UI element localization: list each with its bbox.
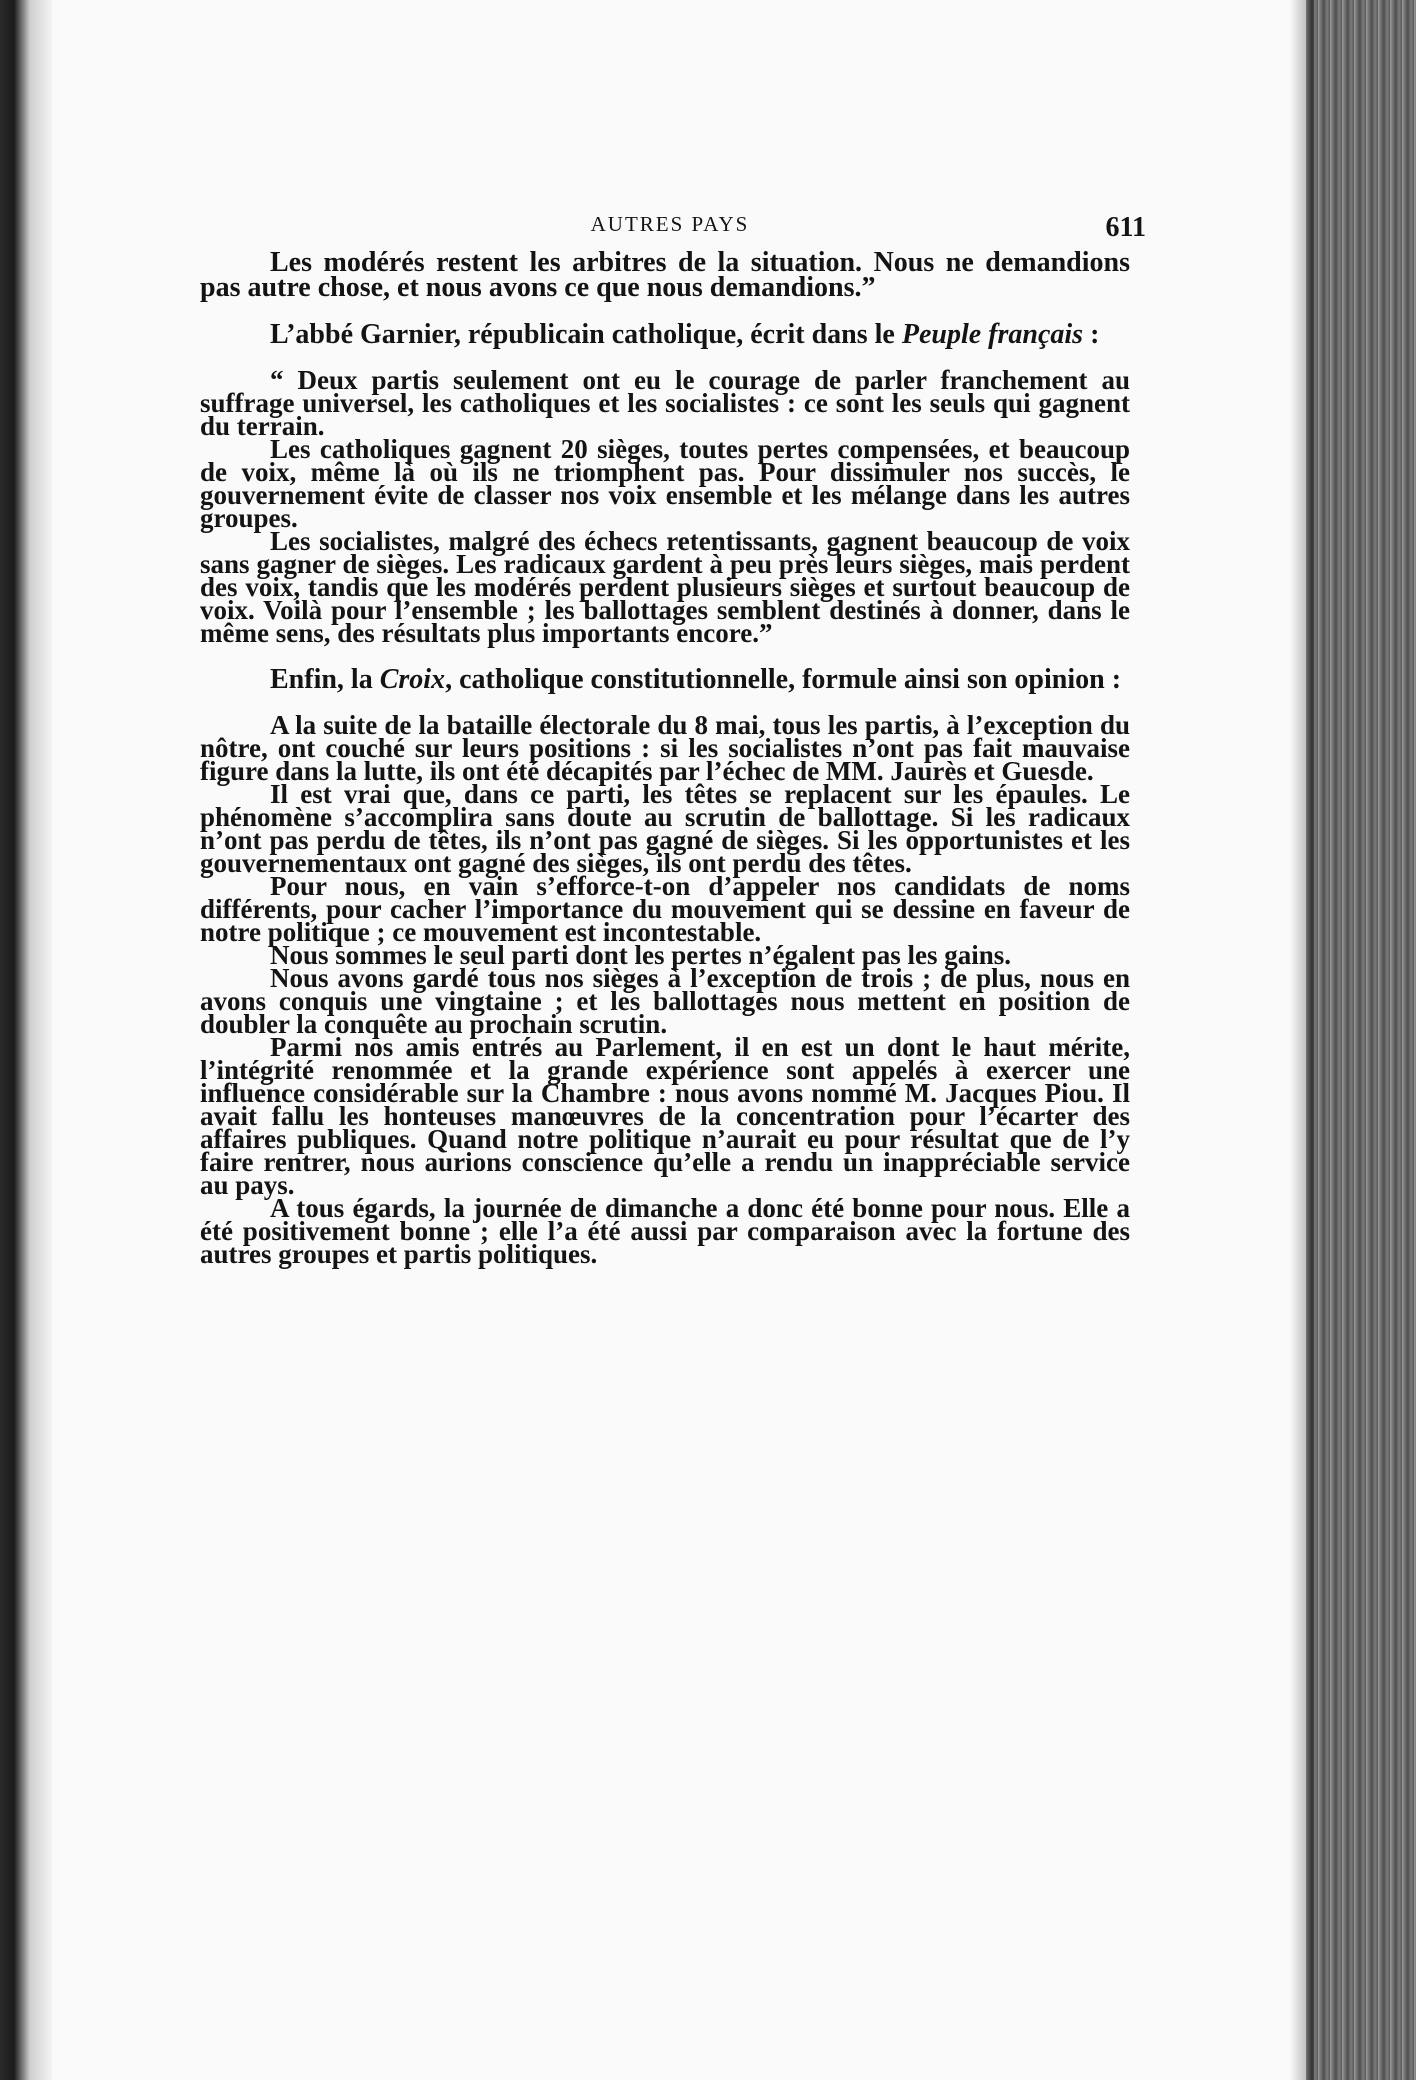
- quote-paragraph: A la suite de la bataille électorale du 8 mai, tous les partis, à l’exception du nôtre, ont couché sur leurs positions : si les socialistes n’ont pas fait mauvaise figure dans la lutte, ils ont été décapités par l’échec de MM. Jaurès et Guesde.: [200, 710, 1130, 786]
- running-head: [200, 208, 1146, 252]
- quote-paragraph: Pour nous, en vain s’efforce-t-on d’appeler nos candidats de noms différents, pour cacher l’importance du mouvement qui se dessine en faveur de notre politique ; ce mouvement est incontestable.: [200, 871, 1130, 947]
- book-page-edges: [1306, 0, 1416, 2080]
- paragraph-text: L’abbé Garnier, républicain catholique, écrit dans le: [270, 319, 902, 350]
- paragraph-text: :: [1083, 319, 1100, 350]
- quote-paragraph: Nous avons gardé tous nos sièges à l’exception de trois ; de plus, nous en avons conquis une vingtaine ; et les ballottages nous mettent en position de doubler la conquête au prochain scrutin.: [200, 963, 1130, 1039]
- page-gutter-shadow: [1290, 0, 1314, 2080]
- paragraph: Les modérés restent les arbitres de la situation. Nous ne demandions pas autre chose, et nous avons ce que nous demandions.”: [200, 247, 1130, 303]
- paragraph-citation-garnier: [200, 319, 1130, 350]
- paragraph-citation-croix: [200, 664, 1130, 695]
- quote-paragraph: A tous égards, la journée de dimanche a donc été bonne pour nous. Elle a été positivement bonne ; elle l’a été aussi par comparaison avec la fortune des autres groupes et partis politiques.: [200, 1193, 1130, 1269]
- paragraph-text: Enfin, la: [270, 664, 380, 695]
- page-number: 611: [1105, 212, 1146, 243]
- quote-paragraph: Les socialistes, malgré des échecs retentissants, gagnent beaucoup de voix sans gagner de sièges. Les radicaux gardent à peu près leurs sièges, mais perdent des voix, tandis que les modérés perdent plusieurs sièges et surtout beaucoup de voix. Voilà pour l’ensemble ; les ballottages semblent destinés à donner, dans le même sens, des résultats plus importants encore.”: [200, 526, 1130, 648]
- publication-title: Peuple français: [901, 319, 1084, 350]
- running-title: AUTRES PAYS: [590, 212, 750, 236]
- paragraph-text: , catholique constitutionnelle, formule ainsi son opinion :: [445, 664, 1122, 695]
- quote-paragraph: Il est vrai que, dans ce parti, les têtes se replacent sur les épaules. Le phénomène s’accomplira sans doute au scrutin de ballottage. Si les radicaux n’ont pas perdu de têtes, ils n’ont pas gagné de sièges. Si les opportunistes et les gouvernementaux ont gagné des sièges, ils ont perdu des têtes.: [200, 779, 1130, 878]
- quote-paragraph: Les catholiques gagnent 20 sièges, toutes pertes compensées, et beaucoup de voix, même là où ils ne triomphent pas. Pour dissimuler nos succès, le gouvernement évite de classer nos voix ensemble et les mélange dans les autres groupes.: [200, 434, 1130, 533]
- body-text: [200, 247, 1130, 1269]
- scan-left-margin: [0, 0, 52, 2080]
- quote-paragraph: Parmi nos amis entrés au Parlement, il en est un dont le haut mérite, l’intégrité renommée et la grande expérience sont appelés à exercer une influence considérable sur la Chambre : nous avons nommé M. Jacques Piou. Il avait fallu les honteuses manœuvres de la concentration pour l’écarter des affaires publiques. Quand notre politique n’aurait eu pour résultat que de l’y faire rentrer, nous aurions conscience qu’elle a rendu un inappréciable service au pays.: [200, 1032, 1130, 1200]
- quote-paragraph: “ Deux partis seulement ont eu le courage de parler franchement au suffrage universel, les catholiques et les socialistes : ce sont les seuls qui gagnent du terrain.: [200, 365, 1130, 441]
- quote-paragraph: Nous sommes le seul parti dont les pertes n’égalent pas les gains.: [270, 940, 1011, 970]
- publication-title: Croix: [379, 664, 446, 695]
